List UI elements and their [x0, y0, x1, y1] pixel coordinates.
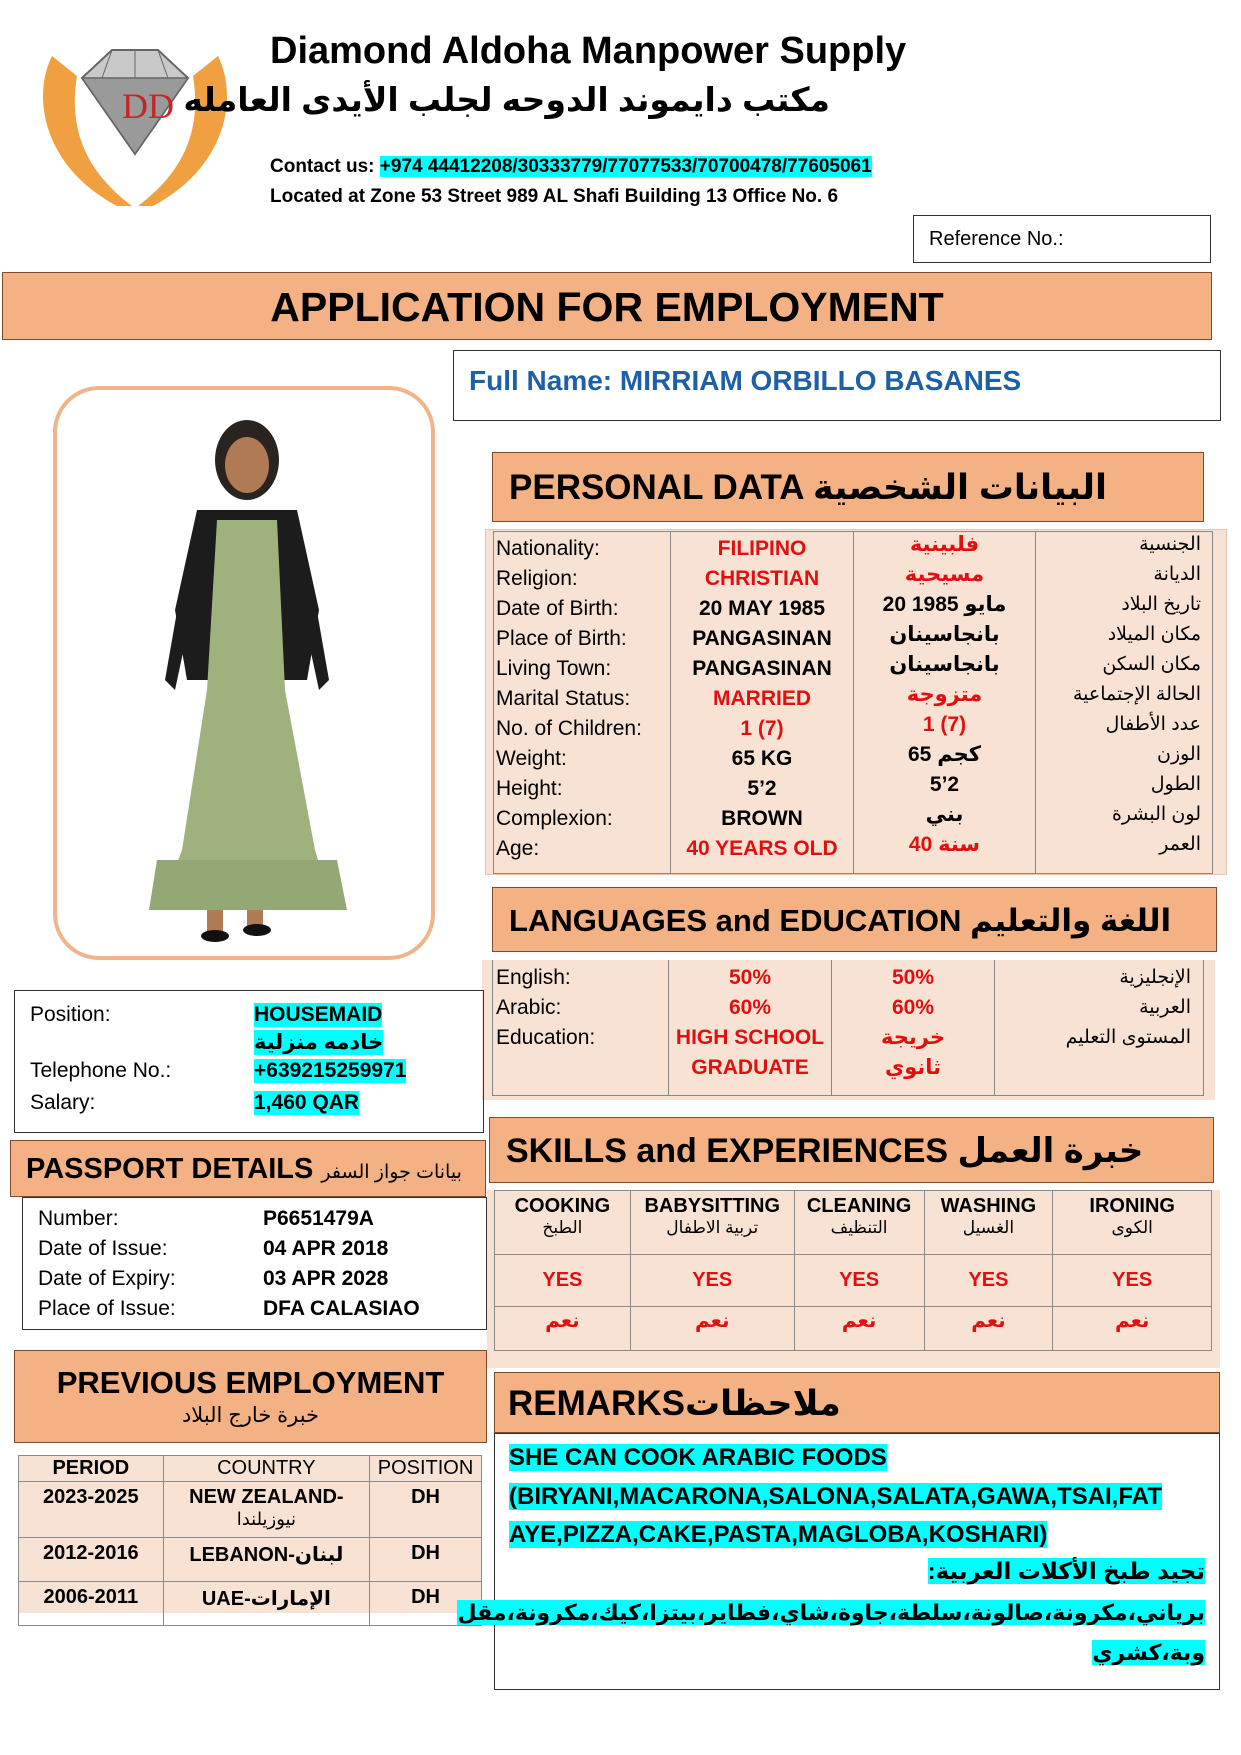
- address-line: Located at Zone 53 Street 989 AL Shafi Building 13 Office No. 6: [270, 186, 839, 207]
- position-value: HOUSEMAID: [254, 1003, 383, 1026]
- period-cell: 2006-2011: [19, 1582, 164, 1626]
- language-values-ar: [832, 963, 994, 1083]
- field-line: 50%: [891, 966, 935, 989]
- skill-yes-ar: نعم: [630, 1307, 794, 1351]
- field-line: 65 كجم: [907, 743, 982, 766]
- company-name-ar: مكتب دايموند الدوحه لجلب الأيدى العامله: [183, 81, 830, 118]
- field-line: 65 KG: [731, 747, 793, 770]
- field-line: BROWN: [721, 807, 803, 830]
- field-line: Date of Expiry:: [38, 1267, 176, 1290]
- field-line: MARRIED: [713, 687, 811, 710]
- table-row: [19, 1538, 482, 1582]
- contact-line: Contact us: +974 44412208/30333779/77077533/70700478/77605061: [270, 156, 872, 177]
- field-line: مكان السكن: [1102, 654, 1201, 675]
- skill-name: [1053, 1191, 1212, 1255]
- field-line: 5’2: [929, 773, 960, 796]
- field-line: الحالة الإجتماعية: [1073, 684, 1201, 705]
- field-line: English:: [496, 966, 571, 989]
- remarks-ar-1: تجيد طبخ الأكلات العربية:: [927, 1558, 1205, 1584]
- contact-numbers: +974 44412208/30333779/77077533/70700478/77605061: [379, 156, 872, 177]
- previous-employment-heading: PREVIOUS EMPLOYMENT خبرة خارج البلاد: [14, 1350, 487, 1443]
- field-line: DFA CALASIAO: [263, 1297, 420, 1320]
- skill-name-ar: الغسيل: [962, 1218, 1015, 1237]
- field-line: متزوجة: [906, 683, 983, 706]
- field-line: Living Town:: [496, 657, 612, 680]
- country-name: NEW ZEALAND-: [189, 1486, 344, 1508]
- company-name-en: Diamond Aldoha Manpower Supply: [270, 30, 907, 72]
- country-name-ar: نيوزيلندا: [236, 1509, 296, 1529]
- passport-labels: [38, 1204, 176, 1324]
- field-line: مسيحية: [904, 563, 985, 586]
- passport-heading: PASSPORT DETAILS بيانات جواز السفر: [10, 1140, 486, 1197]
- language-labels: [496, 963, 595, 1053]
- period-cell: 2023-2025: [19, 1482, 164, 1538]
- position-box: [14, 990, 484, 1133]
- personal-data-panel: [485, 529, 1227, 875]
- skill-yes: YES: [630, 1255, 794, 1307]
- table-row: [19, 1482, 482, 1538]
- field-line: 40 YEARS OLD: [686, 837, 838, 860]
- personal-labels-ar: [1036, 530, 1201, 860]
- field-line: Weight:: [496, 747, 567, 770]
- country-name: UAE-الإمارات: [201, 1588, 331, 1610]
- field-line: Age:: [496, 837, 540, 860]
- skills-heading: SKILLS and EXPERIENCES خبرة العمل: [489, 1117, 1214, 1183]
- field-line: ثانوي: [884, 1056, 942, 1079]
- salary-label: Salary:: [30, 1091, 96, 1114]
- reference-box[interactable]: [913, 215, 1211, 263]
- country-cell: [163, 1482, 369, 1538]
- field-line: Nationality:: [496, 537, 600, 560]
- field-line: الجنسية: [1139, 534, 1201, 555]
- remarks-ar-3: وبة،كشري: [1092, 1640, 1205, 1665]
- field-line: فلبينية: [909, 533, 980, 556]
- passport-values: [263, 1204, 420, 1324]
- skill-name-en: WASHING: [940, 1195, 1037, 1217]
- personal-values-ar: [854, 530, 1035, 860]
- company-logo: [22, 36, 248, 214]
- field-line: 04 APR 2018: [263, 1237, 389, 1260]
- salary-value: 1,460 QAR: [254, 1091, 360, 1114]
- language-labels-ar: [995, 963, 1191, 1053]
- field-line: 1 (7): [740, 717, 784, 740]
- remarks-line-1: SHE CAN COOK ARABIC FOODS: [509, 1444, 887, 1471]
- skill-name-ar: التنظيف: [830, 1218, 888, 1237]
- field-line: الإنجليزية: [1119, 967, 1191, 988]
- remarks-line-3: AYE,PIZZA,CAKE,PASTA,MAGLOBA,KOSHARI): [509, 1521, 1048, 1548]
- skill-yes-ar: نعم: [495, 1307, 631, 1351]
- skill-name: [495, 1191, 631, 1255]
- field-line: بني: [925, 803, 964, 826]
- position-cell: DH: [370, 1582, 482, 1626]
- reference-label: Reference No.:: [929, 228, 1064, 250]
- field-line: PANGASINAN: [692, 657, 832, 680]
- remarks-heading: REMARKSملاحظات: [494, 1372, 1220, 1433]
- skill-yes-ar: نعم: [1053, 1307, 1212, 1351]
- field-line: 60%: [728, 996, 772, 1019]
- country-cell: [163, 1582, 369, 1626]
- skill-yes: YES: [1053, 1255, 1212, 1307]
- field-line: Height:: [496, 777, 563, 800]
- col-country: COUNTRY: [163, 1456, 369, 1482]
- languages-panel: [482, 960, 1215, 1100]
- skills-panel: [487, 1190, 1220, 1368]
- field-line: تاريخ البلاد: [1121, 594, 1201, 615]
- personal-data-heading: PERSONAL DATA البيانات الشخصية: [492, 452, 1204, 522]
- skill-name: [794, 1191, 924, 1255]
- page-title: APPLICATION FOR EMPLOYMENT: [270, 284, 944, 330]
- field-line: العربية: [1139, 997, 1191, 1018]
- country-name: LEBANON-لبنان: [189, 1544, 344, 1566]
- field-line: No. of Children:: [496, 717, 642, 740]
- skill-name-ar: الطبخ: [542, 1218, 583, 1237]
- skill-yes: YES: [495, 1255, 631, 1307]
- field-line: مكان الميلاد: [1107, 624, 1201, 645]
- phone-value: +639215259971: [254, 1059, 407, 1082]
- table-row: [19, 1582, 482, 1626]
- languages-heading: LANGUAGES and EDUCATION اللغة والتعليم: [492, 887, 1217, 952]
- skill-name-en: BABYSITTING: [644, 1195, 780, 1217]
- field-line: Number:: [38, 1207, 119, 1230]
- position-value-ar: خادمه منزلية: [254, 1031, 384, 1054]
- skill-yes: YES: [924, 1255, 1053, 1307]
- field-line: 50%: [728, 966, 772, 989]
- full-name-box: [453, 350, 1221, 421]
- language-values-en: [669, 963, 831, 1083]
- skill-name: [924, 1191, 1053, 1255]
- applicant-photo: [53, 386, 435, 960]
- field-line: Arabic:: [496, 996, 562, 1019]
- remarks-ar-2: برياني،مكرونة،صالونة،سلطة،جاوة،شاي،فطاير،بيتزا،كيك،مكرونة،مقل: [457, 1600, 1205, 1625]
- position-label: Position:: [30, 1003, 111, 1026]
- field-line: الطول: [1150, 774, 1201, 795]
- skill-name-en: CLEANING: [806, 1195, 912, 1217]
- field-line: الوزن: [1156, 744, 1201, 765]
- previous-employment-table: [18, 1455, 482, 1613]
- field-line: 5’2: [747, 777, 777, 800]
- skill-name-en: IRONING: [1089, 1195, 1175, 1217]
- phone-label: Telephone No.:: [30, 1059, 172, 1082]
- col-period: PERIOD: [19, 1456, 164, 1482]
- country-cell: [163, 1538, 369, 1582]
- field-line: Complexion:: [496, 807, 613, 830]
- position-cell: DH: [370, 1482, 482, 1538]
- field-line: Education:: [496, 1026, 596, 1049]
- personal-labels: [496, 534, 642, 864]
- field-line: Marital Status:: [496, 687, 631, 710]
- skill-name-ar: تربية الاطفال: [666, 1218, 759, 1237]
- remarks-box: [457, 1433, 1220, 1690]
- field-line: 40 سنة: [908, 833, 981, 856]
- field-line: 20 MAY 1985: [698, 597, 826, 620]
- field-line: 1 (7): [922, 713, 967, 736]
- remarks-line-2: (BIRYANI,MACARONA,SALONA,SALATA,GAWA,TSAI,FAT: [509, 1483, 1162, 1510]
- field-line: 20 مايو 1985: [882, 593, 1007, 616]
- full-name: Full Name: MIRRIAM ORBILLO BASANES: [469, 365, 1022, 396]
- col-position: POSITION: [370, 1456, 482, 1482]
- field-line: 03 APR 2028: [263, 1267, 389, 1290]
- field-line: HIGH SCHOOL: [675, 1026, 825, 1049]
- field-line: FILIPINO: [717, 537, 807, 560]
- skill-name: [630, 1191, 794, 1255]
- skill-name-en: COOKING: [514, 1195, 611, 1217]
- passport-box: [22, 1197, 487, 1330]
- field-line: Date of Birth:: [496, 597, 619, 620]
- title-bar: [2, 272, 1212, 340]
- field-line: Place of Birth:: [496, 627, 627, 650]
- svg-text:DD: DD: [122, 86, 174, 126]
- period-cell: 2012-2016: [19, 1538, 164, 1582]
- field-line: المستوى التعليم: [1065, 1027, 1191, 1048]
- field-line: Religion:: [496, 567, 578, 590]
- field-line: الديانة: [1153, 564, 1201, 585]
- skill-yes-ar: نعم: [924, 1307, 1053, 1351]
- field-line: CHRISTIAN: [704, 567, 820, 590]
- field-line: بانجاسينان: [889, 653, 1000, 676]
- field-line: GRADUATE: [691, 1056, 809, 1079]
- field-line: 60%: [891, 996, 935, 1019]
- skill-yes: YES: [794, 1255, 924, 1307]
- field-line: PANGASINAN: [692, 627, 832, 650]
- position-cell: DH: [370, 1538, 482, 1582]
- field-line: عدد الأطفال: [1105, 714, 1201, 735]
- field-line: لون البشرة: [1111, 804, 1201, 825]
- field-line: Date of Issue:: [38, 1237, 168, 1260]
- field-line: P6651479A: [263, 1207, 374, 1230]
- skill-yes-ar: نعم: [794, 1307, 924, 1351]
- field-line: العمر: [1159, 834, 1201, 855]
- field-line: خريجة: [881, 1026, 945, 1049]
- field-line: Place of Issue:: [38, 1297, 176, 1320]
- skill-name-ar: الكوى: [1111, 1218, 1153, 1237]
- personal-values-en: [671, 534, 853, 864]
- field-line: بانجاسينان: [889, 623, 1000, 646]
